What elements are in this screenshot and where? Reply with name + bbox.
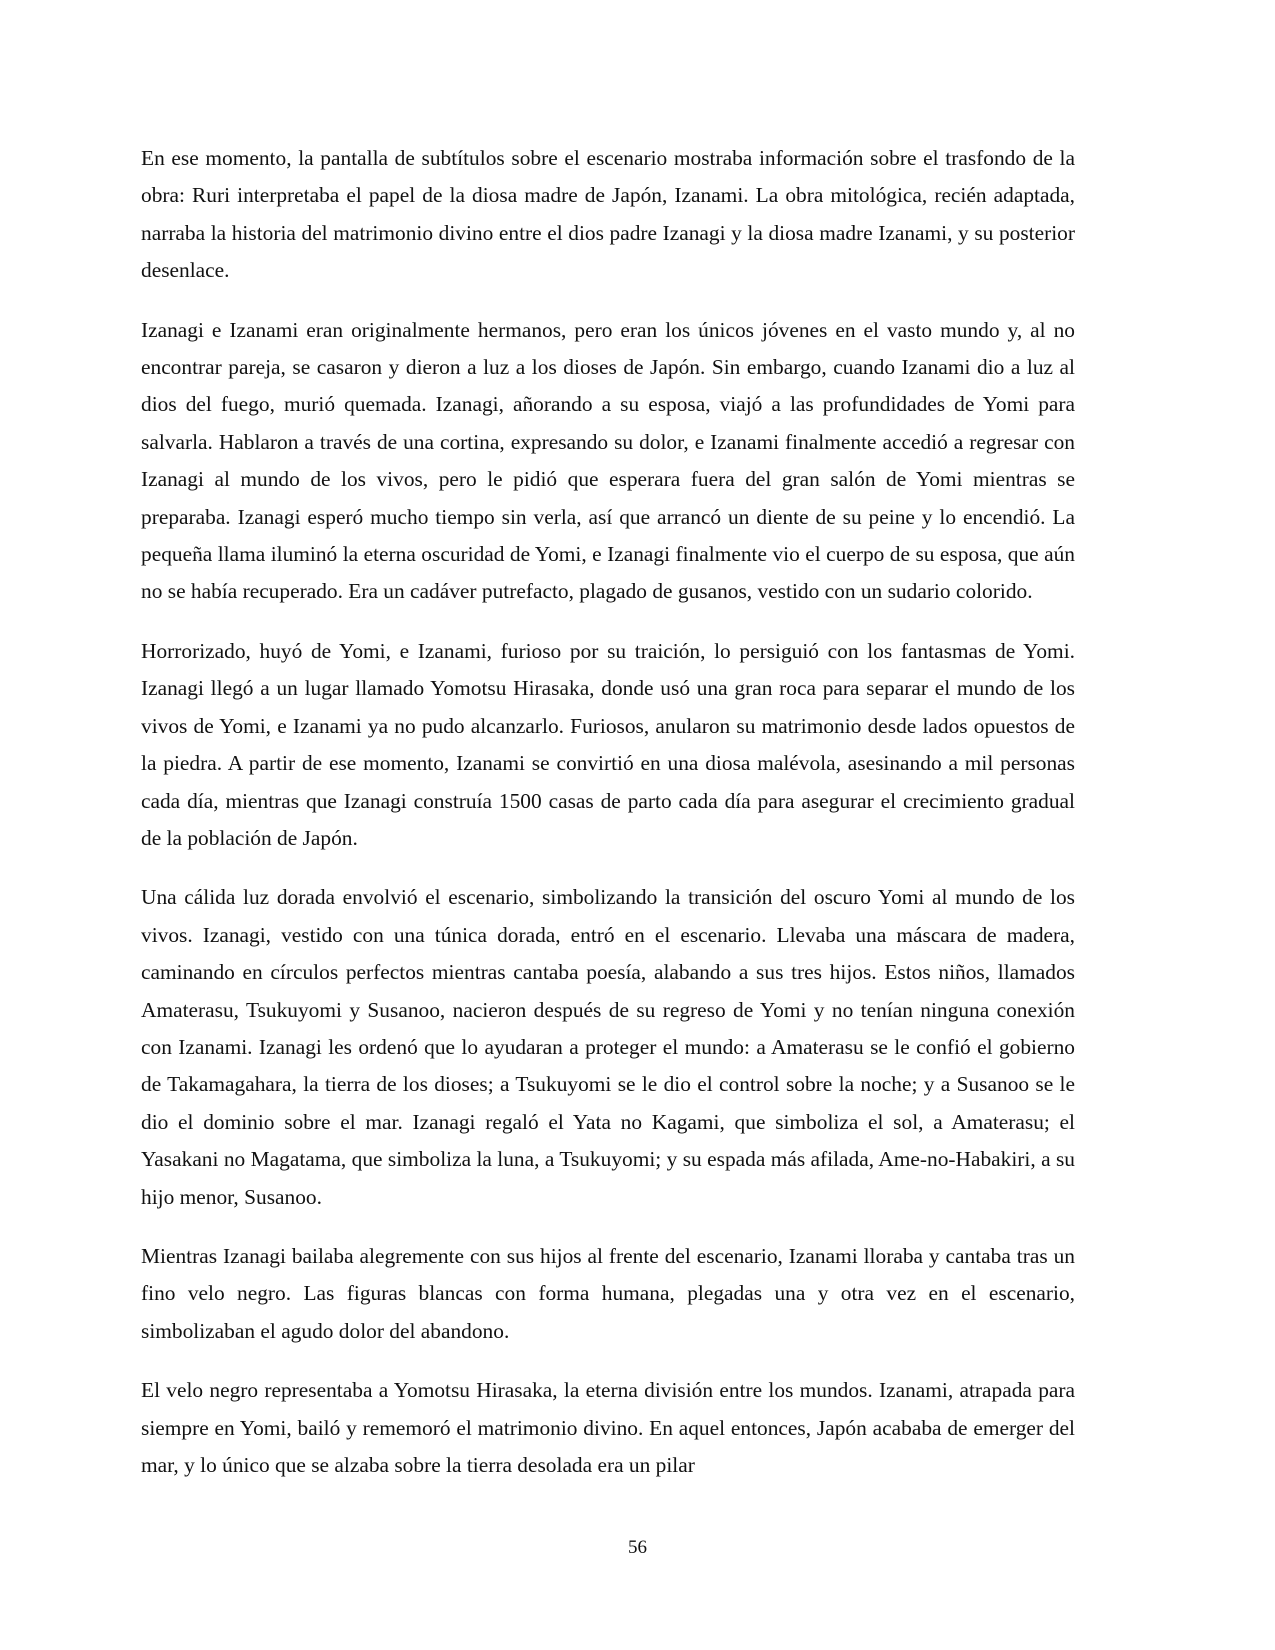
paragraph: Horrorizado, huyó de Yomi, e Izanami, furioso por su traición, lo persiguió con los fantasmas de Yomi. Izanagi llegó a un lugar llamado Yomotsu Hirasaka, donde usó una gran roca para separar el mundo de los vivos de Yomi, e Izanami ya no pudo alcanzarlo. Furiosos, anularon su matrimonio desde lados opuestos de la piedra. A partir de ese momento, Izanami se convirtió en una diosa malévola, asesinando a mil personas cada día, mientras que Izanagi construía 1500 casas de parto cada día para asegurar el crecimiento gradual de la población de Japón. [141,638,1075,850]
paragraph: El velo negro representaba a Yomotsu Hirasaka, la eterna división entre los mundos. Izanami, atrapada para siempre en Yomi, bailó y rememoró el matrimonio divino. En aquel entonces, Japón acababa de emerger del mar, y lo único que se alzaba sobre la tierra desolada era un pilar [141,1378,1075,1477]
paragraph: Una cálida luz dorada envolvió el escenario, simbolizando la transición del oscuro Yomi al mundo de los vivos. Izanagi, vestido con una túnica dorada, entró en el escenario. Llevaba una máscara de madera, caminando en círculos perfectos mientras cantaba poesía, alabando a sus tres hijos. Estos niños, llamados Amaterasu, Tsukuyomi y Susanoo, nacieron después de su regreso de Yomi y no tenían ninguna conexión con Izanami. Izanagi les ordenó que lo ayudaran a proteger el mundo: a Amaterasu se le confió el gobierno de Takamagahara, la tierra de los dioses; a Tsukuyomi se le dio el control sobre la noche; y a Susanoo se le dio el dominio sobre el mar. Izanagi regaló el Yata no Kagami, que simboliza el sol, a Amaterasu; el Yasakani no Magatama, que simboliza la luna, a Tsukuyomi; y su espada más afilada, Ame-no-Habakiri, a su hijo menor, Susanoo. [141,885,1075,1209]
paragraph: Mientras Izanagi bailaba alegremente con sus hijos al frente del escenario, Izanami lloraba y cantaba tras un fino velo negro. Las figuras blancas con forma humana, plegadas una y otra vez en el escenario, simbolizaban el agudo dolor del abandono. [141,1243,1075,1343]
paragraph: Izanagi e Izanami eran originalmente hermanos, pero eran los únicos jóvenes en el vasto mundo y, al no encontrar pareja, se casaron y dieron a luz a los dioses de Japón. Sin embargo, cuando Izanami dio a luz al dios del fuego, murió quemada. Izanagi, añorando a su esposa, viajó a las profundidades de Yomi para salvarla. Hablaron a través de una cortina, expresando su dolor, e Izanami finalmente accedió a regresar con Izanagi al mundo de los vivos, pero le pidió que esperara fuera del gran salón de Yomi mientras se preparaba. Izanagi esperó mucho tiempo sin verla, así que arrancó un diente de su peine y lo encendió. La pequeña llama iluminó la eterna oscuridad de Yomi, e Izanagi finalmente vio el cuerpo de su esposa, que aún no se había recuperado. Era un cadáver putrefacto, plagado de gusanos, vestido con un sudario colorido. [141,317,1075,604]
paragraph: En ese momento, la pantalla de subtítulos sobre el escenario mostraba información sobre el trasfondo de la obra: Ruri interpretaba el papel de la diosa madre de Japón, Izanami. La obra mitológica, recién adaptada, narraba la historia del matrimonio divino entre el dios padre Izanagi y la diosa madre Izanami, y su posterior desenlace. [141,146,1075,283]
page-number: 56 [628,1537,647,1558]
page-body-text [141,140,1075,1484]
